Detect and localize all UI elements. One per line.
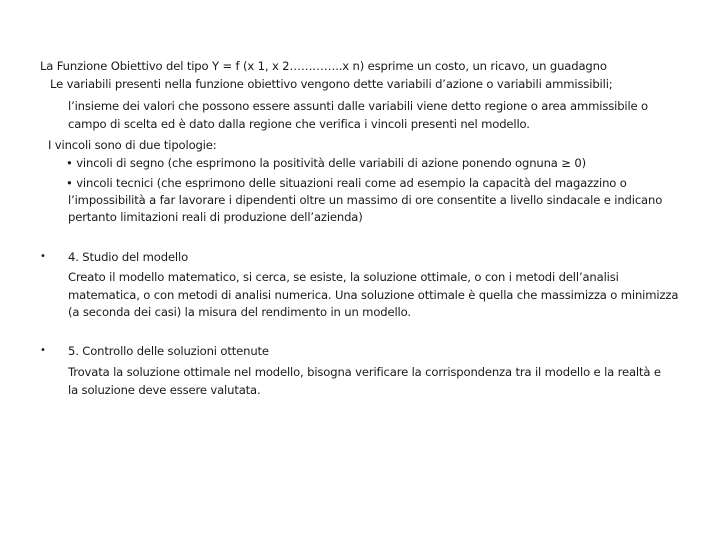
constraints-intro: I vincoli sono di due tipologie: xyxy=(48,138,217,152)
feasible-region-text-cont: campo di scelta ed è dato dalla regione che verifica i vincoli presenti nel modello. xyxy=(68,117,530,131)
technical-constraints-text-end: pertanto limitazioni reali di produzione dell’azienda) xyxy=(68,210,363,224)
solution-check-text: Trovata la soluzione ottimale nel modello, bisogna verificare la corrispondenza tra il modello e la realtà e xyxy=(68,365,661,379)
objective-function-definition: La Funzione Obiettivo del tipo Y = f (x 1, x 2…………..x n) esprime un costo, un ricavo, un guadagno xyxy=(40,59,607,73)
technical-constraints-text-cont: l’impossibilità a far lavorare i dipendenti oltre un massimo di ore consentite a livello sindacale e indicano xyxy=(68,193,663,207)
solution-check-text-end: la soluzione deve essere valutata. xyxy=(68,383,261,397)
sign-constraints-item: • vincoli di segno (che esprimono la positività delle variabili di azione ponendo ognuna ≥ 0) xyxy=(66,156,586,170)
solution-check-heading: 5. Controllo delle soluzioni ottenute xyxy=(68,344,269,358)
bullet-icon: • xyxy=(40,251,46,262)
model-study-text: Creato il modello matematico, si cerca, se esiste, la soluzione ottimale, o con i metodi dell’analisi xyxy=(68,270,619,284)
model-study-text-cont: matematica, o con metodi di analisi numerica. Una soluzione ottimale è quella che massimizza o minimizza xyxy=(68,288,679,302)
decision-variables-text: Le variabili presenti nella funzione obiettivo vengono dette variabili d’azione o variabili ammissibili; xyxy=(50,77,613,91)
model-study-text-end: (a seconda dei casi) la misura del rendimento in un modello. xyxy=(68,305,411,319)
model-study-heading: 4. Studio del modello xyxy=(68,250,189,264)
technical-constraints-item: • vincoli tecnici (che esprimono delle situazioni reali come ad esempio la capacità del magazzino o xyxy=(66,176,627,190)
bullet-icon: • xyxy=(40,345,46,356)
feasible-region-text: l’insieme dei valori che possono essere assunti dalle variabili viene detto regione o area ammissibile o xyxy=(68,99,649,113)
